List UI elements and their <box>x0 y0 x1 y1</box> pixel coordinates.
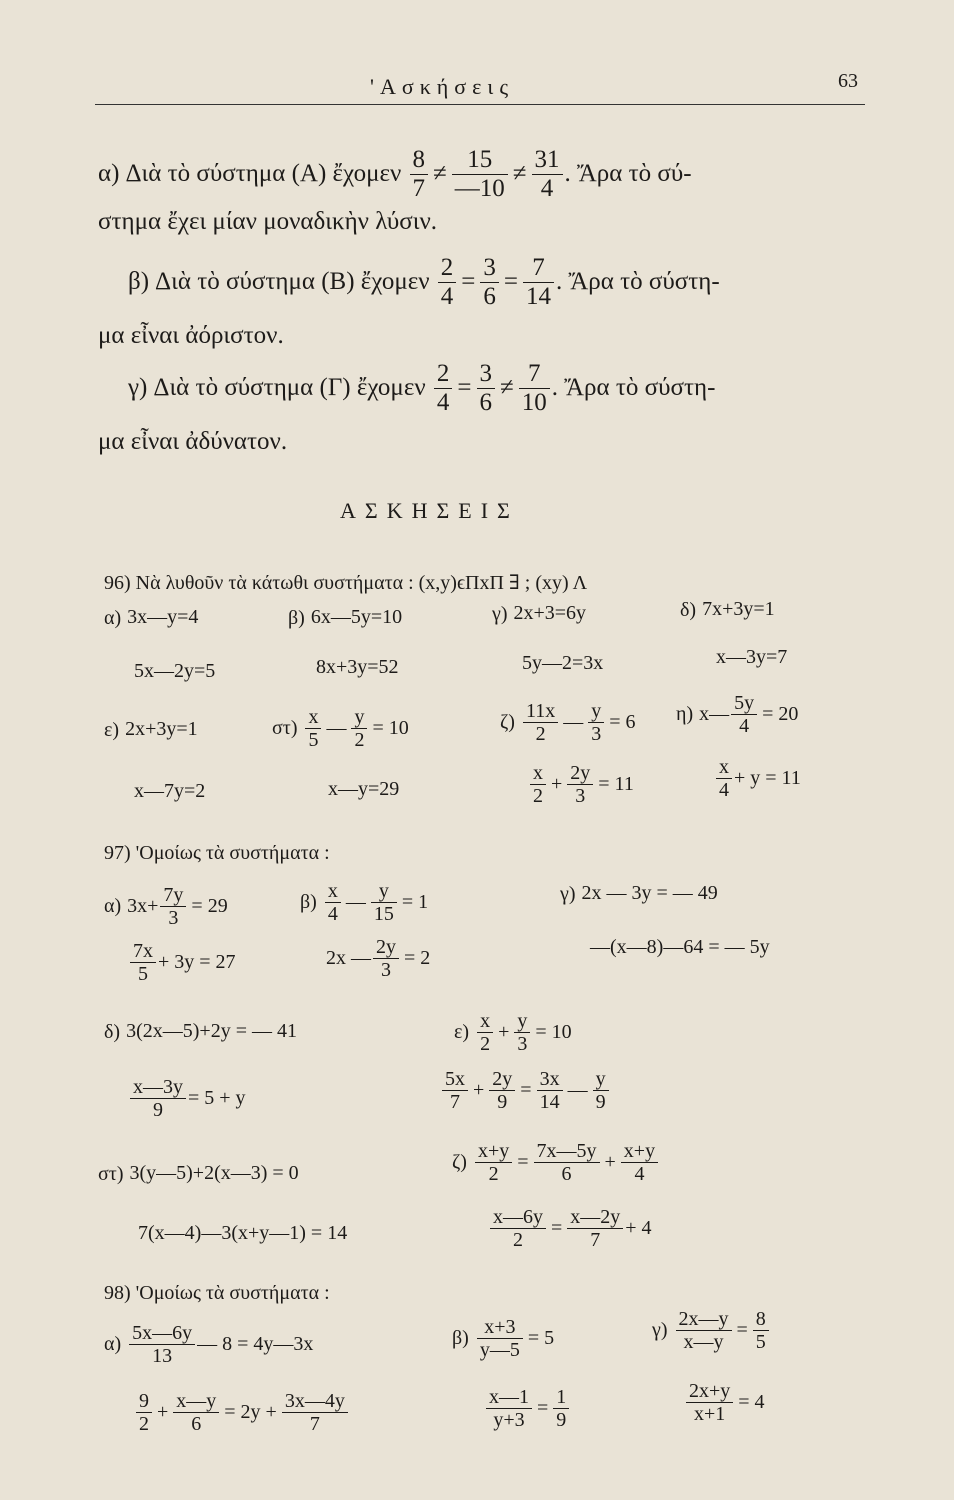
operator: = <box>457 374 472 401</box>
fraction: $\frac{2y}{3}$ <box>567 762 593 807</box>
ex96-c-eq2: 5y—2=3x <box>522 652 604 674</box>
ex96-st-eq1: στ) $\frac{x}{5}$ — $\frac{y}{2}$ = 10 <box>272 706 409 751</box>
fraction: $\frac{5y}{4}$ <box>731 692 757 737</box>
fraction: $\frac{x}{4}$ <box>325 880 341 925</box>
ex97-b-eq2: 2x — $\frac{2y}{3}$ = 2 <box>326 936 431 981</box>
solution-b-text: Διὰ τὸ σύστημα (Β) ἔχομεν <box>155 268 430 295</box>
running-header-title: 'Ασκήσεις <box>370 74 515 99</box>
fraction: $\frac{x—3y}{9}$ <box>130 1076 186 1121</box>
ex96-d-eq2: x—3y=7 <box>716 646 788 668</box>
fraction: $\frac{y}{15}$ <box>371 880 397 925</box>
fraction: $\frac{2y}{3}$ <box>373 936 399 981</box>
fraction: $\frac{9}{2}$ <box>136 1390 152 1435</box>
fraction: $\frac{2y}{9}$ <box>489 1068 515 1113</box>
fraction: $\frac{x}{4}$ <box>716 756 732 801</box>
fraction: $\frac{y}{3}$ <box>588 700 604 745</box>
solution-b-label: β) <box>128 268 150 295</box>
ex97-a-eq2: $\frac{7x}{5}$ + 3y = 27 <box>128 940 236 985</box>
ex97-z-eq1: ζ) $\frac{x+y}{2}$ = $\frac{7x—5y}{6}$ + $\frac{x+y}{4}$ <box>452 1140 660 1185</box>
fraction: $\frac{5x}{7}$ <box>442 1068 468 1113</box>
ex96-z-eq2: $\frac{x}{2}$ + $\frac{2y}{3}$ = 11 <box>528 762 637 807</box>
fraction: $\frac{3x—4y}{7}$ <box>282 1390 348 1435</box>
fraction: $\frac{x}{5}$ <box>305 706 321 751</box>
ex96-e-eq2: x—7y=2 <box>134 780 206 802</box>
fraction: $\frac{x—1}{y+3}$ <box>486 1386 532 1431</box>
solution-a <box>98 146 692 202</box>
fraction: $\frac{y}{9}$ <box>593 1068 609 1113</box>
ex97-z-eq2: $\frac{x—6y}{2}$ = $\frac{x—2y}{7}$ + 4 <box>488 1206 652 1251</box>
ex96-d-eq1: δ) 7x+3y=1 <box>680 598 775 621</box>
ex96-b-eq1: β) 6x—5y=10 <box>288 606 403 629</box>
ex97-c-eq1: γ) 2x — 3y = — 49 <box>560 882 718 905</box>
ex97-c-eq2: —(x—8)—64 = — 5y <box>590 936 770 958</box>
fraction: $\frac{1}{9}$ <box>553 1386 569 1431</box>
fraction: $\frac{2}{4}$ <box>438 254 457 310</box>
ex97-e-eq1: ε) $\frac{x}{2}$ + $\frac{y}{3}$ = 10 <box>454 1010 572 1055</box>
fraction: $\frac{3x}{14}$ <box>537 1068 563 1113</box>
solution-c-after: . Ἄρα τὸ σύστη- <box>551 374 716 401</box>
fraction: $\frac{y}{3}$ <box>514 1010 530 1055</box>
operator: ≠ <box>512 160 527 187</box>
fraction: $\frac{x+y}{2}$ <box>475 1140 512 1185</box>
fraction: $\frac{7y}{3}$ <box>160 884 186 929</box>
ex96-st-eq2: x—y=29 <box>328 778 400 800</box>
fraction: $\frac{5x—6y}{13}$ <box>129 1322 195 1367</box>
ex98-a-eq1: α) $\frac{5x—6y}{13}$ — 8 = 4y—3x <box>104 1322 314 1367</box>
fraction: $\frac{2}{4}$ <box>434 360 453 416</box>
fraction: $\frac{x—y}{6}$ <box>173 1390 219 1435</box>
ex98-a-eq2: $\frac{9}{2}$ + $\frac{x—y}{6}$ = 2y + $\frac{3x—4y}{7}$ <box>134 1390 350 1435</box>
ex97-e-eq2: $\frac{5x}{7}$ + $\frac{2y}{9}$ = $\frac{3x}{14}$ — $\frac{y}{9}$ <box>440 1068 611 1113</box>
section-title: ΑΣΚΗΣΕΙΣ <box>340 498 519 523</box>
operator: ≠ <box>500 374 514 401</box>
operator: = <box>461 268 476 295</box>
ex96-z-eq1: ζ) $\frac{11x}{2}$ — $\frac{y}{3}$ = 6 <box>500 700 636 745</box>
ex97-intro: 97) 'Ομοίως τὰ συστήματα : <box>104 842 330 864</box>
ex96-c-eq1: γ) 2x+3=6y <box>492 602 587 625</box>
solution-c <box>128 360 715 416</box>
ex98-intro: 98) 'Ομοίως τὰ συστήματα : <box>104 1282 330 1304</box>
ex96-a-eq2: 5x—2y=5 <box>134 660 216 682</box>
solution-b-after: . Ἄρα τὸ σύστη- <box>556 268 720 295</box>
solution-b <box>128 254 720 310</box>
fraction: $\frac{x+y}{4}$ <box>621 1140 658 1185</box>
solution-a-continuation: στημα ἔχει μίαν μοναδικὴν λύσιν. <box>98 208 438 235</box>
fraction: $\frac{x—2y}{7}$ <box>567 1206 623 1251</box>
solution-c-text: Διὰ τὸ σύστημα (Γ) ἔχομεν <box>153 374 426 401</box>
fraction: $\frac{11x}{2}$ <box>523 700 558 745</box>
fraction: $\frac{31}{4}$ <box>532 146 563 202</box>
ex97-b-eq1: β) $\frac{x}{4}$ — $\frac{y}{15}$ = 1 <box>300 880 429 925</box>
fraction: $\frac{y}{2}$ <box>351 706 367 751</box>
solution-c-continuation: μα εἶναι ἀδύνατον. <box>98 428 288 455</box>
fraction: $\frac{2x+y}{x+1}$ <box>686 1380 733 1425</box>
ex98-b-eq1: β) $\frac{x+3}{y—5}$ = 5 <box>452 1316 555 1361</box>
fraction: $\frac{7}{10}$ <box>519 360 550 416</box>
ex97-st-eq2: 7(x—4)—3(x+y—1) = 14 <box>138 1222 348 1244</box>
ex97-st-eq1: στ) 3(y—5)+2(x—3) = 0 <box>98 1162 299 1185</box>
ex96-a-eq1: α) 3x—y=4 <box>104 606 199 629</box>
solution-a-label: α) <box>98 160 120 187</box>
fraction: $\frac{x—6y}{2}$ <box>490 1206 546 1251</box>
fraction: $\frac{3}{6}$ <box>480 254 499 310</box>
solution-a-after: . Ἄρα τὸ σύ- <box>564 160 692 187</box>
fraction: $\frac{8}{5}$ <box>753 1308 769 1353</box>
page-number: 63 <box>838 70 858 92</box>
ex98-b-eq2: $\frac{x—1}{y+3}$ = $\frac{1}{9}$ <box>484 1386 571 1431</box>
fraction: $\frac{2x—y}{x—y}$ <box>676 1308 732 1353</box>
solution-a-text: Διὰ τὸ σύστημα (Α) ἔχομεν <box>125 160 402 187</box>
ex98-c-eq2: $\frac{2x+y}{x+1}$ = 4 <box>684 1380 768 1425</box>
fraction: $\frac{7x—5y}{6}$ <box>534 1140 600 1185</box>
header-rule <box>95 104 865 105</box>
fraction: $\frac{x}{2}$ <box>530 762 546 807</box>
ex96-h-eq2: $\frac{x}{4}$ + y = 11 <box>714 756 801 801</box>
ex97-d-eq1: δ) 3(2x—5)+2y = — 41 <box>104 1020 297 1043</box>
solution-b-continuation: μα εἶναι ἀόριστον. <box>98 322 284 349</box>
ex97-a-eq1: α) 3x+ $\frac{7y}{3}$ = 29 <box>104 884 228 929</box>
fraction: $\frac{7}{14}$ <box>523 254 554 310</box>
ex96-h-eq1: η) x— $\frac{5y}{4}$ = 20 <box>676 692 799 737</box>
ex96-intro: 96) Νὰ λυθοῦν τὰ κάτωθι συστήματα : (x,y)ϵΠxΠ ∃ ; (xy) Λ <box>104 572 588 594</box>
ex96-e-eq1: ε) 2x+3y=1 <box>104 718 198 741</box>
operator: = <box>503 268 518 295</box>
fraction: $\frac{7x}{5}$ <box>130 940 156 985</box>
ex98-c-eq1: γ) $\frac{2x—y}{x—y}$ = $\frac{8}{5}$ <box>652 1308 771 1353</box>
fraction: $\frac{x}{2}$ <box>477 1010 493 1055</box>
fraction: $\frac{3}{6}$ <box>477 360 496 416</box>
ex96-b-eq2: 8x+3y=52 <box>316 656 399 678</box>
fraction: $\frac{15}{—10}$ <box>452 146 508 202</box>
fraction: $\frac{x+3}{y—5}$ <box>477 1316 523 1361</box>
ex97-d-eq2: $\frac{x—3y}{9}$ = 5 + y <box>128 1076 246 1121</box>
solution-c-label: γ) <box>128 374 148 401</box>
operator: ≠ <box>433 160 447 187</box>
fraction: $\frac{8}{7}$ <box>410 146 429 202</box>
